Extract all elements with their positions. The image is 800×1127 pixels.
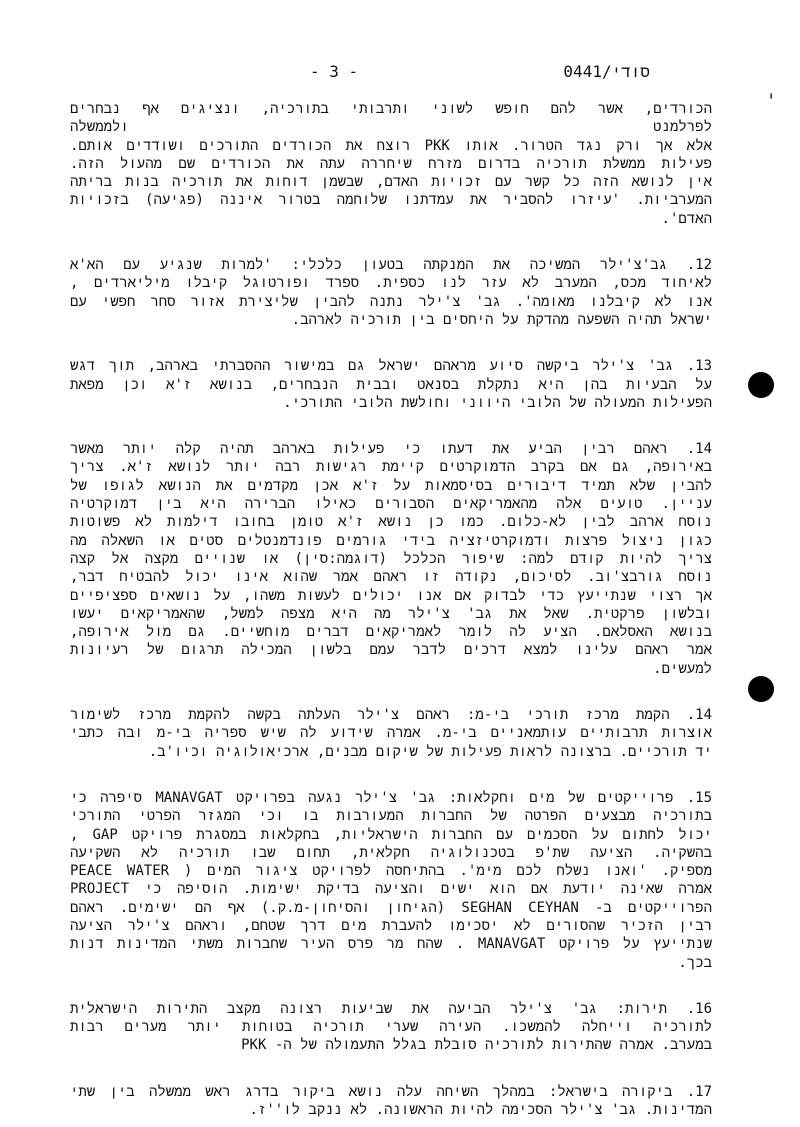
text-line: על הבעיות בהן היא נתקלת בסנאט ובבית הנבחרים, בנושא ז'א וכן מפאת bbox=[70, 376, 712, 393]
punch-hole-icon bbox=[748, 676, 774, 702]
text-line: אמר ראהם עלינו למצא דרכים לדבר עמם בלשון המכילה תרגום של רעיונות bbox=[70, 642, 712, 659]
text-line: הפרוייקטים ב- SEGHAN CEYHAN (הגיחון והסיחון-מ.ק.) אף הם ישימים. ראהם bbox=[70, 899, 712, 916]
page-header bbox=[300, 62, 650, 86]
text-line: הפעילות המעולה של הלובי היווני וחולשת הלובי התורכי. bbox=[283, 394, 712, 411]
text-line: רבין הזכיר שהסורים לא יסכימו להעברת מים דרך שטחם, וראהם צ'ילר הציעה bbox=[70, 917, 712, 934]
paragraph bbox=[70, 100, 712, 228]
text-line: פעילות ממשלת תורכיה בדרום מזרח שיחררה עתה את הכורדים שם מהעול הזה. bbox=[70, 155, 712, 172]
text-line: צריך להיות קודם למה: שיפור הכלכל (דוגמה:סין) או שנויים מקצה אל קצה bbox=[70, 550, 712, 567]
text-line: המערביות. 'עיזרו להסביר את עמדתנו שלוחמה בטרור איננה (פגיעה) בזכויות bbox=[70, 192, 712, 209]
text-line: להבין שלא תמיד דיבורים בסיסמאות על ז'א אכן מקדמים את הנושא לגופו של bbox=[70, 477, 712, 494]
text-line: 14. ראהם רבין הביע את דעתו כי פעילות בארהב תהיה קלה יותר מאשר bbox=[70, 441, 712, 458]
text-line: לפרלמנט ולממשלה bbox=[70, 119, 712, 136]
text-line: בתורכיה מבצעים הפרטה של החברות המעורבות בו וכי המגזר הפרטי התורכי bbox=[70, 808, 712, 825]
page-number: - 3 - bbox=[310, 62, 359, 81]
text-line: לתורכיה וייחלה להמשכו. העירה שערי תורכיה בטוחות יותר מערים רבות bbox=[70, 1019, 712, 1036]
paragraph-gap bbox=[70, 329, 712, 357]
text-line: במערב. אמרה שהתירות לתורכיה סובלת בגלל התעמולה של ה- PKK bbox=[241, 1037, 712, 1054]
paragraph bbox=[70, 256, 712, 329]
text-line: 15. פרוייקטים של מים וחקלאות: גב' צ'ילר נגעה בפרויקט MANAVGAT סיפרה כי bbox=[70, 789, 712, 806]
paragraph bbox=[70, 440, 712, 678]
paragraph bbox=[70, 357, 712, 412]
text-line: למעשים. bbox=[653, 660, 712, 677]
paragraph-gap bbox=[70, 412, 712, 440]
text-line: באירופה, גם אם בקרב הדמוקרטים קיימת רגישות רבה יותר לנושא ז'א. צריך bbox=[70, 459, 712, 476]
text-line: ובלשון פרקטית. שאל את גב' צ'ילר מה היא מצפה למשל, שהאמריקאים יעשו bbox=[70, 605, 712, 622]
text-line: האדם'. bbox=[661, 210, 712, 227]
paragraph-gap bbox=[70, 761, 712, 789]
document-body bbox=[70, 100, 712, 1119]
text-line: יכול לחתום על הסכמים עם החברות הישראליות, בחקלאות במסגרת פרויקט GAP , bbox=[70, 826, 712, 843]
text-line: שנתייעץ על פרויקט MANAVGAT . שהח מר פרס העיר שחברות משתי המדינות דנות bbox=[70, 936, 712, 953]
corner-mark: י bbox=[766, 88, 776, 107]
paragraph-gap bbox=[70, 678, 712, 706]
text-line: יד תורכיים. ברצונה לראות פעילות של שיקום מבנים, ארכיאולוגיה וכיו'ב. bbox=[148, 743, 712, 760]
paragraph bbox=[70, 789, 712, 972]
text-line: כגון ניצול פרצות ודמוקרטיזציה בידי גורמים פונדמנטלים סטים או השאלה מה bbox=[70, 532, 712, 549]
paragraph bbox=[70, 1000, 712, 1055]
text-line: נוסח ארהב לבין לא-כלום. כמו כן נושא ז'א טומן בחובו דילמות לא פשוטות bbox=[70, 514, 712, 531]
text-line: בהשקיה. הציעה שת'פ בטכנולוגיה חקלאית, תחום שבו תורכיה לא השקיעה bbox=[70, 844, 712, 861]
paragraph-gap bbox=[70, 228, 712, 256]
paragraph bbox=[70, 706, 712, 761]
text-line: 13. גב' צ'ילר ביקשה סיוע מראהם ישראל גם במישור ההסברתי בארהב, תוך דגש bbox=[70, 358, 712, 375]
text-line: אך רצוי שנתייעץ כדי לבדוק אם אנו יכולים לעשות משהו, על נושאים ספציפיים bbox=[70, 587, 712, 604]
paragraph bbox=[70, 1083, 712, 1120]
text-line: אנו לא קיבלנו מאומה'. גב' צ'ילר נתנה להבין שליצירת אזור סחר חפשי עם bbox=[70, 293, 712, 310]
text-line: לאיחוד מכס, המערב לא עזר לנו כספית. ספרד ופורטוגל קיבלו מיליארדים , bbox=[70, 275, 712, 292]
text-line: ישראל תהיה השפעה מהדקת על היחסים בין תורכיה לארהב. bbox=[291, 311, 712, 328]
text-line: הכורדים, אשר להם חופש לשוני ותרבותי בתורכיה, ונציגים אף נבחרים bbox=[70, 101, 712, 117]
document-reference: סודי/0441 bbox=[563, 62, 650, 81]
text-line: 14. הקמת מרכז תורכי בי-מ: ראהם צ'ילר העלתה בקשה להקמת מרכז לשימור bbox=[70, 707, 712, 724]
text-line: 12. גב'צ'ילר המשיכה את המנקתה בטעון כלכלי: 'למרות שנגיע עם הא'א bbox=[70, 257, 712, 274]
text-line: נוסח גורבצ'וב. לסיכום, נקודה זו ראהם אמר שהוא אינו יכול להבטיח דבר, bbox=[70, 569, 712, 586]
text-line: PROJECT אמרה שאינה יודעת אם הוא ישים והציעה בדיקת ישימות. הוסיפה כי bbox=[70, 881, 712, 898]
text-line: בנושא האסלאם. הציע לה לומר לאמריקאים דברים מוחשיים. גם מול אירופה, bbox=[70, 624, 712, 641]
paragraph-gap bbox=[70, 1055, 712, 1083]
text-line: בכך. bbox=[678, 954, 712, 971]
text-line: אוצרות תרבותיים עותמאניים בי-מ. אמרה שידוע לה שיש ספריה בי-מ ובה כתבי bbox=[70, 725, 712, 742]
text-line: 17. ביקורה בישראל: במהלך השיחה עלה נושא ביקור בדרג ראש ממשלה בין שתי bbox=[70, 1083, 712, 1100]
text-line: המדינות. גב' צ'ילר הסכימה להיות הראשונה. לא ננקב לו''ז. bbox=[249, 1102, 712, 1119]
text-line: עניין. טועים אלה מהאמריקאים הסבורים כאילו הברירה היא בין דמוקרטיה bbox=[70, 496, 712, 513]
text-line: 16. תירות: גב' צ'ילר הביעה את שביעות רצונה מקצב התירות הישראלית bbox=[70, 1000, 712, 1017]
paragraph-gap bbox=[70, 972, 712, 1000]
text-line: מספיק. 'ואנו נשלח לכם מימ'. בהתיחסה לפרויקט ציגור המים ( PEACE WATER bbox=[70, 863, 712, 880]
text-line: אלא אך ורק נגד הטרור. אותו PKK רוצח את הכורדים התורכים ושודדים אותם. bbox=[70, 137, 712, 154]
text-line: אין לנושא הזה כל קשר עם זכויות האדם, שבשמן דוחות את תורכיה בנות בריתה bbox=[70, 174, 712, 191]
punch-hole-icon bbox=[748, 372, 774, 398]
